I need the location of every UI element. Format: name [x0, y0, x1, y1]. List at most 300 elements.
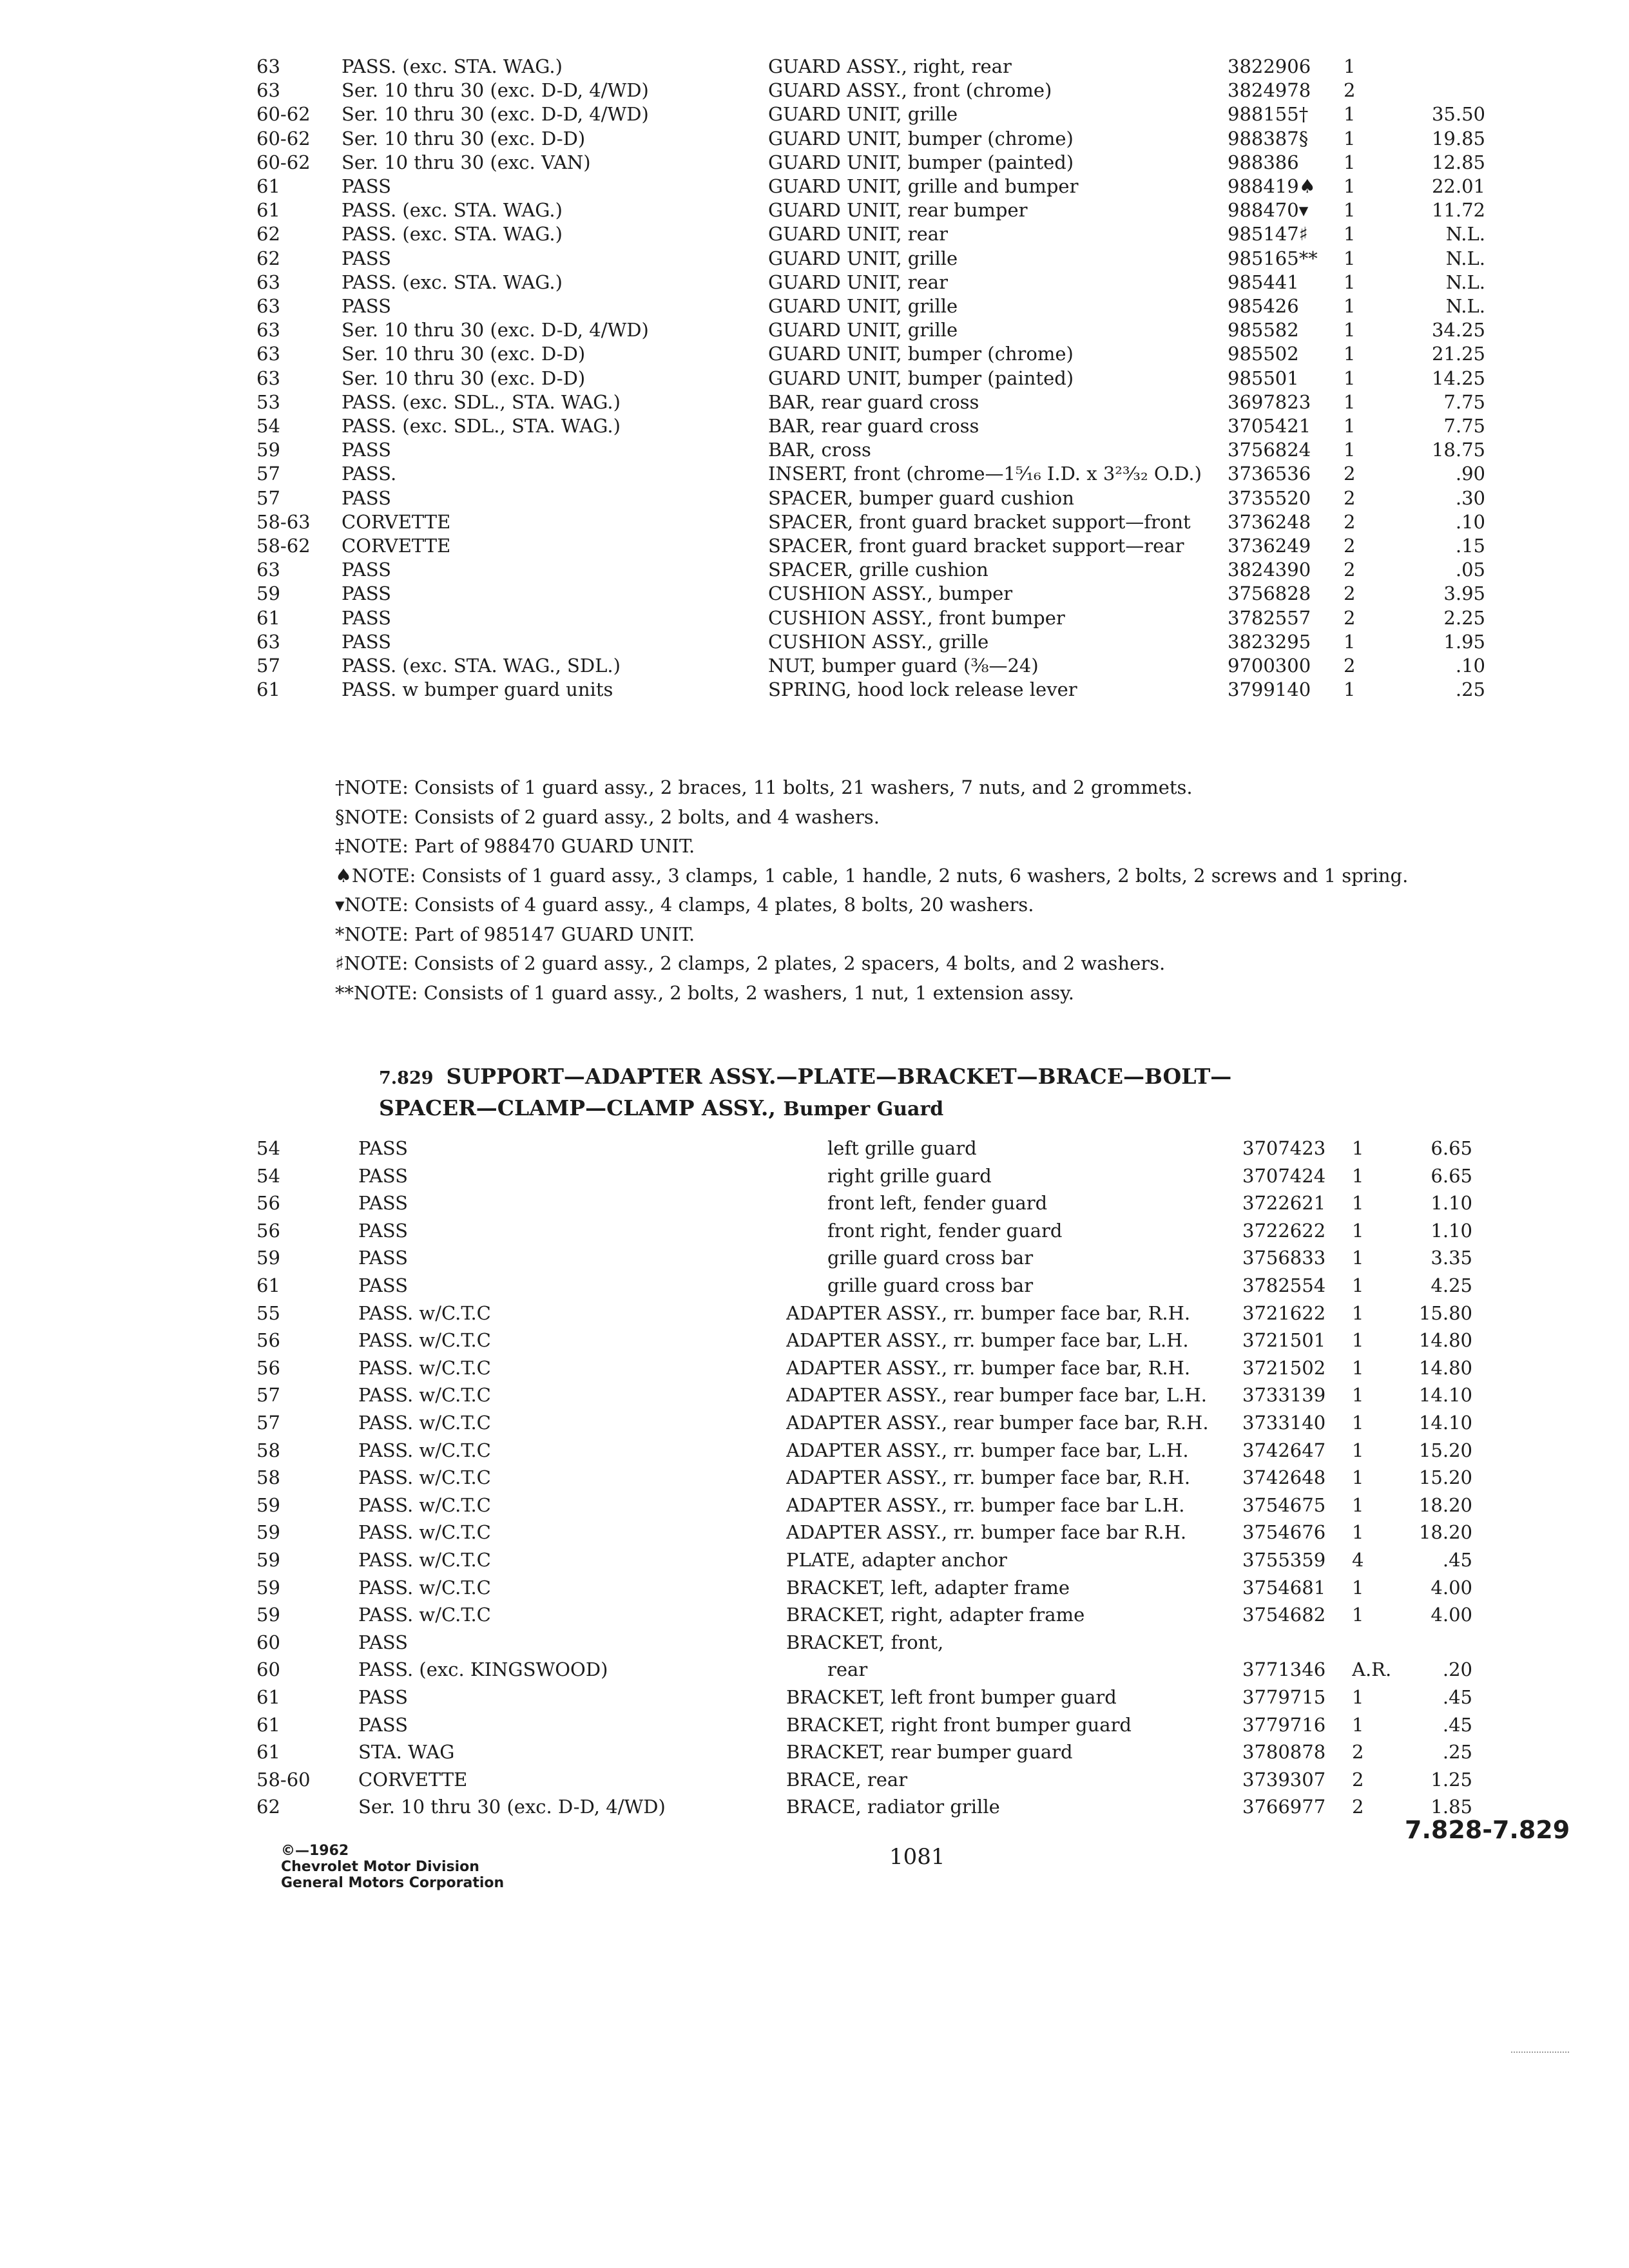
application: PASS. (exc. STA. WAG.) [342, 271, 563, 293]
quantity: 1 [1352, 1466, 1364, 1489]
table-row [0, 1629, 1629, 1656]
table-row [0, 1381, 1629, 1408]
part-description: GUARD UNIT, bumper (painted) [768, 367, 1074, 389]
application: PASS [342, 559, 392, 581]
list-price: .30 [1455, 486, 1485, 509]
list-price: N.L. [1445, 247, 1485, 269]
model-year: 60-62 [256, 151, 311, 173]
table-row [0, 1217, 1629, 1244]
quantity: 1 [1352, 1192, 1364, 1215]
footnote: ‡NOTE: Part of 988470 GUARD UNIT. [335, 835, 695, 857]
list-price: 3.35 [1431, 1247, 1472, 1269]
application: PASS. (exc. SDL., STA. WAG.) [342, 390, 621, 413]
part-number: 3736536 [1228, 463, 1311, 485]
part-description: ADAPTER ASSY., rr. bumper face bar, R.H. [786, 1356, 1191, 1379]
quantity: 1 [1344, 295, 1356, 317]
list-price: 4.00 [1431, 1576, 1472, 1599]
publisher-block [281, 1843, 504, 1891]
application: PASS. w/C.T.C [358, 1356, 491, 1379]
table-row [0, 365, 1629, 392]
model-year: 63 [256, 630, 280, 653]
list-price: 7.75 [1443, 415, 1485, 437]
application: PASS [358, 1631, 409, 1653]
part-description: right grille guard [827, 1164, 992, 1187]
quantity: 1 [1344, 199, 1356, 222]
application: PASS [358, 1164, 409, 1187]
model-year: 58-60 [256, 1768, 311, 1791]
part-description: ADAPTER ASSY., rr. bumper face bar, R.H. [786, 1466, 1191, 1489]
table-row [0, 1409, 1629, 1436]
part-description: ADAPTER ASSY., rr. bumper face bar, L.H. [786, 1329, 1189, 1352]
table-row [0, 197, 1629, 224]
model-year: 56 [256, 1219, 280, 1242]
quantity: 1 [1344, 127, 1356, 149]
part-description: GUARD UNIT, rear bumper [768, 199, 1028, 222]
application: PASS. w/C.T.C [358, 1384, 491, 1407]
list-price: .45 [1442, 1713, 1472, 1736]
list-price: 14.80 [1418, 1329, 1472, 1352]
part-description: ADAPTER ASSY., rear bumper face bar, R.H. [786, 1412, 1209, 1434]
model-year: 58 [256, 1466, 280, 1489]
list-price: 21.25 [1431, 343, 1485, 365]
table-row [0, 1711, 1629, 1738]
application: PASS [342, 247, 392, 269]
part-description: NUT, bumper guard (⅜—24) [768, 655, 1039, 677]
list-price: 1.10 [1431, 1219, 1472, 1242]
list-price: 34.25 [1431, 319, 1485, 341]
section-title-line1: SUPPORT—ADAPTER ASSY.—PLATE—BRACKET—BRACE—BOLT— [446, 1064, 1232, 1089]
table-row [0, 1793, 1629, 1820]
part-number: 985502 [1228, 343, 1299, 365]
part-number: 3756828 [1228, 582, 1311, 605]
application: PASS [342, 630, 392, 653]
table-row [0, 1684, 1629, 1711]
table-row [0, 1546, 1629, 1573]
part-number: 3782554 [1242, 1274, 1326, 1296]
model-year: 55 [256, 1302, 280, 1324]
model-year: 63 [256, 271, 280, 293]
quantity: 1 [1352, 1686, 1364, 1708]
list-price: 4.25 [1431, 1274, 1472, 1296]
list-price: .10 [1455, 510, 1485, 533]
table-row [0, 460, 1629, 487]
table-row [0, 1272, 1629, 1299]
quantity: 1 [1344, 55, 1356, 77]
model-year: 63 [256, 367, 280, 389]
quantity: 4 [1352, 1549, 1364, 1571]
part-description: ADAPTER ASSY., rear bumper face bar, L.H. [786, 1384, 1207, 1407]
quantity: 1 [1352, 1247, 1364, 1269]
quantity: 2 [1344, 510, 1356, 533]
quantity: 1 [1344, 247, 1356, 269]
part-description: BRACE, radiator grille [786, 1796, 1000, 1818]
part-number: 3722621 [1242, 1192, 1326, 1215]
part-number: 985147♯ [1228, 223, 1308, 245]
model-year: 59 [256, 1576, 280, 1599]
model-year: 54 [256, 415, 280, 437]
part-number: 3754675 [1242, 1494, 1326, 1516]
table-row [0, 220, 1629, 247]
part-number: 3736248 [1228, 510, 1311, 533]
table-row [0, 532, 1629, 559]
table-row [0, 485, 1629, 512]
footnote: ♯NOTE: Consists of 2 guard assy., 2 clamps, 2 plates, 2 spacers, 4 bolts, and 2 washers. [335, 952, 1166, 974]
table-row [0, 77, 1629, 104]
part-number: 988387§ [1228, 127, 1309, 149]
part-description: GUARD UNIT, rear [768, 271, 948, 293]
list-price: 6.65 [1431, 1137, 1472, 1159]
application: PASS. w/C.T.C [358, 1439, 491, 1461]
part-number: 3782557 [1228, 606, 1311, 629]
application: PASS. (exc. STA. WAG.) [342, 199, 563, 222]
model-year: 57 [256, 1412, 280, 1434]
table-row [0, 1135, 1629, 1162]
application: PASS. w/C.T.C [358, 1494, 491, 1516]
table-row [0, 556, 1629, 583]
part-description: SPACER, front guard bracket support—front [768, 510, 1191, 533]
quantity: 2 [1344, 535, 1356, 557]
part-description: GUARD UNIT, bumper (chrome) [768, 127, 1074, 149]
quantity: 1 [1352, 1384, 1364, 1407]
table-row [0, 1354, 1629, 1381]
list-price: 15.20 [1418, 1466, 1472, 1489]
footnote: ♠NOTE: Consists of 1 guard assy., 3 clamps, 1 cable, 1 handle, 2 nuts, 6 washers, 2 bolts, 2 screws and 1 spring. [335, 864, 1409, 887]
model-year: 59 [256, 1521, 280, 1544]
application: PASS [342, 606, 392, 629]
table-row [0, 101, 1629, 128]
application: Ser. 10 thru 30 (exc. D-D, 4/WD) [342, 103, 649, 126]
table-row [0, 1162, 1629, 1189]
quantity: 1 [1344, 175, 1356, 197]
table-row [0, 269, 1629, 296]
model-year: 63 [256, 55, 280, 77]
application: Ser. 10 thru 30 (exc. D-D, 4/WD) [342, 319, 649, 341]
application: PASS [358, 1137, 409, 1159]
part-description: CUSHION ASSY., front bumper [768, 606, 1065, 629]
part-description: GUARD UNIT, grille [768, 247, 958, 269]
list-price: 3.95 [1443, 582, 1485, 605]
part-number: 3707423 [1242, 1137, 1326, 1159]
application: PASS [358, 1219, 409, 1242]
model-year: 63 [256, 79, 280, 102]
list-price: 15.80 [1418, 1302, 1472, 1324]
model-year: 57 [256, 463, 280, 485]
table-row [0, 1766, 1629, 1793]
part-description: BAR, rear guard cross [768, 390, 979, 413]
part-description: BRACKET, right front bumper guard [786, 1713, 1132, 1736]
part-description: front left, fender guard [827, 1192, 1048, 1215]
page-number: 1081 [889, 1844, 945, 1870]
model-year: 59 [256, 582, 280, 605]
part-number: 988419♠ [1228, 175, 1316, 197]
part-number: 3779716 [1242, 1713, 1326, 1736]
application: PASS [358, 1247, 409, 1269]
list-price: 14.10 [1418, 1412, 1472, 1434]
part-description: ADAPTER ASSY., rr. bumper face bar, L.H. [786, 1439, 1189, 1461]
list-price: .15 [1455, 535, 1485, 557]
table-row [0, 676, 1629, 703]
application: STA. WAG [358, 1741, 455, 1763]
quantity: 2 [1352, 1796, 1364, 1818]
part-description: BRACKET, rear bumper guard [786, 1741, 1073, 1763]
application: PASS [358, 1192, 409, 1215]
model-year: 57 [256, 486, 280, 509]
application: PASS. (exc. STA. WAG., SDL.) [342, 655, 621, 677]
section-number: 7.829 [379, 1068, 434, 1088]
list-price: 18.20 [1418, 1521, 1472, 1544]
list-price: 18.20 [1418, 1494, 1472, 1516]
list-price: 14.10 [1418, 1384, 1472, 1407]
quantity: 1 [1352, 1412, 1364, 1434]
table-row [0, 628, 1629, 655]
application: CORVETTE [342, 510, 451, 533]
part-description: GUARD UNIT, bumper (painted) [768, 151, 1074, 173]
part-number: 3754681 [1242, 1576, 1326, 1599]
table-row [0, 1300, 1629, 1327]
quantity: 1 [1352, 1439, 1364, 1461]
copyright: ©—1962 [281, 1843, 349, 1859]
part-number: 988470▾ [1228, 199, 1309, 222]
quantity: 1 [1352, 1713, 1364, 1736]
list-price: .20 [1442, 1658, 1472, 1681]
quantity: 2 [1344, 606, 1356, 629]
application: PASS. w/C.T.C [358, 1302, 491, 1324]
list-price: 22.01 [1431, 175, 1485, 197]
list-price: 35.50 [1431, 103, 1485, 126]
model-year: 56 [256, 1329, 280, 1352]
quantity: 2 [1344, 463, 1356, 485]
application: PASS [358, 1274, 409, 1296]
footnote: †NOTE: Consists of 1 guard assy., 2 braces, 11 bolts, 21 washers, 7 nuts, and 2 grommets. [335, 776, 1193, 798]
quantity: 2 [1344, 582, 1356, 605]
application: PASS. w/C.T.C [358, 1521, 491, 1544]
part-description: BRACE, rear [786, 1768, 908, 1791]
model-year: 61 [256, 175, 280, 197]
part-description: PLATE, adapter anchor [786, 1549, 1007, 1571]
application: PASS. [342, 463, 397, 485]
part-number: 988155† [1228, 103, 1309, 126]
part-description: ADAPTER ASSY., rr. bumper face bar, R.H. [786, 1302, 1191, 1324]
table-row [0, 652, 1629, 679]
list-price: 1.95 [1443, 630, 1485, 653]
list-price: 14.25 [1431, 367, 1485, 389]
quantity: 2 [1352, 1741, 1364, 1763]
model-year: 63 [256, 319, 280, 341]
part-number: 985426 [1228, 295, 1299, 317]
section-title-tail: Bumper Guard [783, 1098, 944, 1120]
list-price: 1.25 [1431, 1768, 1472, 1791]
application: Ser. 10 thru 30 (exc. D-D) [342, 127, 586, 149]
model-year: 60-62 [256, 127, 311, 149]
application: PASS [342, 439, 392, 461]
part-description: SPACER, front guard bracket support—rear [768, 535, 1184, 557]
list-price: 14.80 [1418, 1356, 1472, 1379]
table-row [0, 1492, 1629, 1519]
part-number: 3742647 [1242, 1439, 1326, 1461]
part-number: 985501 [1228, 367, 1299, 389]
section-title-line2: SPACER—CLAMP—CLAMP ASSY., [379, 1095, 776, 1120]
part-number: 3697823 [1228, 390, 1311, 413]
table-row [0, 389, 1629, 416]
application: Ser. 10 thru 30 (exc. D-D) [342, 367, 586, 389]
application: PASS. w/C.T.C [358, 1466, 491, 1489]
list-price: .25 [1455, 678, 1485, 701]
part-description: GUARD UNIT, grille [768, 319, 958, 341]
application: PASS [358, 1713, 409, 1736]
list-price: 19.85 [1431, 127, 1485, 149]
part-number: 3707424 [1242, 1164, 1326, 1187]
quantity: 1 [1344, 630, 1356, 653]
publisher-corporation: General Motors Corporation [281, 1875, 505, 1891]
footnote: ▾NOTE: Consists of 4 guard assy., 4 clamps, 4 plates, 8 bolts, 20 washers. [335, 894, 1034, 916]
application: Ser. 10 thru 30 (exc. VAN) [342, 151, 591, 173]
page-section-range: 7.828-7.829 [1405, 1816, 1570, 1844]
application: PASS [342, 175, 392, 197]
quantity: 1 [1344, 439, 1356, 461]
application: PASS. (exc. KINGSWOOD) [358, 1658, 608, 1681]
quantity: 1 [1352, 1137, 1364, 1159]
list-price: 4.00 [1431, 1604, 1472, 1626]
section-7829-title [379, 1062, 1474, 1124]
list-price: .45 [1442, 1686, 1472, 1708]
application: Ser. 10 thru 30 (exc. D-D, 4/WD) [358, 1796, 666, 1818]
table-row [0, 1574, 1629, 1601]
quantity: 1 [1352, 1494, 1364, 1516]
part-description: left grille guard [827, 1137, 977, 1159]
part-description: BRACKET, left, adapter frame [786, 1576, 1070, 1599]
quantity: 1 [1352, 1329, 1364, 1352]
model-year: 60 [256, 1631, 280, 1653]
part-number: 3733140 [1242, 1412, 1326, 1434]
model-year: 59 [256, 1604, 280, 1626]
list-price: 15.20 [1418, 1439, 1472, 1461]
quantity: 1 [1352, 1219, 1364, 1242]
application: PASS. w/C.T.C [358, 1549, 491, 1571]
part-description: grille guard cross bar [827, 1274, 1034, 1296]
part-number: 3823295 [1228, 630, 1311, 653]
application: CORVETTE [342, 535, 451, 557]
quantity: 1 [1352, 1164, 1364, 1187]
part-description: GUARD ASSY., front (chrome) [768, 79, 1052, 102]
part-description: GUARD ASSY., right, rear [768, 55, 1012, 77]
part-description: SPACER, bumper guard cushion [768, 486, 1074, 509]
application: PASS. (exc. STA. WAG.) [342, 55, 563, 77]
part-number: 3779715 [1242, 1686, 1326, 1708]
application: PASS. w/C.T.C [358, 1604, 491, 1626]
footnote: **NOTE: Consists of 1 guard assy., 2 bolts, 2 washers, 1 nut, 1 extension assy. [335, 981, 1075, 1004]
model-year: 58-63 [256, 510, 311, 533]
table-row [0, 1519, 1629, 1546]
part-description: INSERT, front (chrome—1⁵⁄₁₆ I.D. x 3²³⁄₃₂ O.D.) [768, 463, 1202, 485]
quantity: 1 [1344, 151, 1356, 173]
part-description: rear [827, 1658, 868, 1681]
part-number: 3705421 [1228, 415, 1311, 437]
list-price: 1.85 [1431, 1796, 1472, 1818]
list-price: N.L. [1445, 295, 1485, 317]
part-description: CUSHION ASSY., grille [768, 630, 989, 653]
quantity: A.R. [1352, 1658, 1392, 1681]
quantity: 1 [1344, 390, 1356, 413]
model-year: 61 [256, 1274, 280, 1296]
part-number: 988386 [1228, 151, 1299, 173]
model-year: 59 [256, 439, 280, 461]
part-number: 3754682 [1242, 1604, 1326, 1626]
part-number: 3721501 [1242, 1329, 1326, 1352]
part-description: ADAPTER ASSY., rr. bumper face bar R.H. [786, 1521, 1187, 1544]
part-number: 985165** [1228, 247, 1318, 269]
part-description: SPRING, hood lock release lever [768, 678, 1077, 701]
model-year: 57 [256, 1384, 280, 1407]
table-row [0, 1244, 1629, 1271]
part-number: 3754676 [1242, 1521, 1326, 1544]
part-number: 3756824 [1228, 439, 1311, 461]
application: PASS [342, 582, 392, 605]
part-number: 3722622 [1242, 1219, 1326, 1242]
part-number: 3733139 [1242, 1384, 1326, 1407]
part-number: 3756833 [1242, 1247, 1326, 1269]
table-row [0, 604, 1629, 631]
table-row [0, 173, 1629, 200]
quantity: 2 [1344, 655, 1356, 677]
model-year: 62 [256, 223, 280, 245]
part-number: 985582 [1228, 319, 1299, 341]
application: Ser. 10 thru 30 (exc. D-D, 4/WD) [342, 79, 649, 102]
model-year: 63 [256, 559, 280, 581]
model-year: 58 [256, 1439, 280, 1461]
part-number: 9700300 [1228, 655, 1311, 677]
part-description: BAR, rear guard cross [768, 415, 979, 437]
quantity: 1 [1344, 271, 1356, 293]
part-number: 3824978 [1228, 79, 1311, 102]
part-number: 985441 [1228, 271, 1299, 293]
part-number: 3735520 [1228, 486, 1311, 509]
part-description: SPACER, grille cushion [768, 559, 988, 581]
list-price: 7.75 [1443, 390, 1485, 413]
application: PASS [358, 1686, 409, 1708]
quantity: 1 [1344, 343, 1356, 365]
model-year: 60-62 [256, 103, 311, 126]
part-number: 3780878 [1242, 1741, 1326, 1763]
quantity: 1 [1352, 1576, 1364, 1599]
part-description: GUARD UNIT, grille [768, 295, 958, 317]
model-year: 53 [256, 390, 280, 413]
list-price: 2.25 [1443, 606, 1485, 629]
part-description: BRACKET, left front bumper guard [786, 1686, 1117, 1708]
part-number: 3739307 [1242, 1768, 1326, 1791]
part-number: 3742648 [1242, 1466, 1326, 1489]
model-year: 54 [256, 1137, 280, 1159]
publisher-division: Chevrolet Motor Division [281, 1859, 479, 1875]
quantity: 1 [1344, 103, 1356, 126]
table-row [0, 245, 1629, 272]
application: PASS. (exc. SDL., STA. WAG.) [342, 415, 621, 437]
application: PASS. w bumper guard units [342, 678, 613, 701]
table-row [0, 580, 1629, 607]
model-year: 61 [256, 1686, 280, 1708]
part-description: BRACKET, right, adapter frame [786, 1604, 1085, 1626]
part-description: GUARD UNIT, bumper (chrome) [768, 343, 1074, 365]
application: PASS. w/C.T.C [358, 1412, 491, 1434]
table-row [0, 340, 1629, 367]
model-year: 61 [256, 678, 280, 701]
part-number: 3721502 [1242, 1356, 1326, 1379]
part-description: BAR, cross [768, 439, 871, 461]
application: PASS [342, 486, 392, 509]
model-year: 59 [256, 1549, 280, 1571]
quantity: 2 [1344, 486, 1356, 509]
model-year: 59 [256, 1494, 280, 1516]
application: PASS. (exc. STA. WAG.) [342, 223, 563, 245]
